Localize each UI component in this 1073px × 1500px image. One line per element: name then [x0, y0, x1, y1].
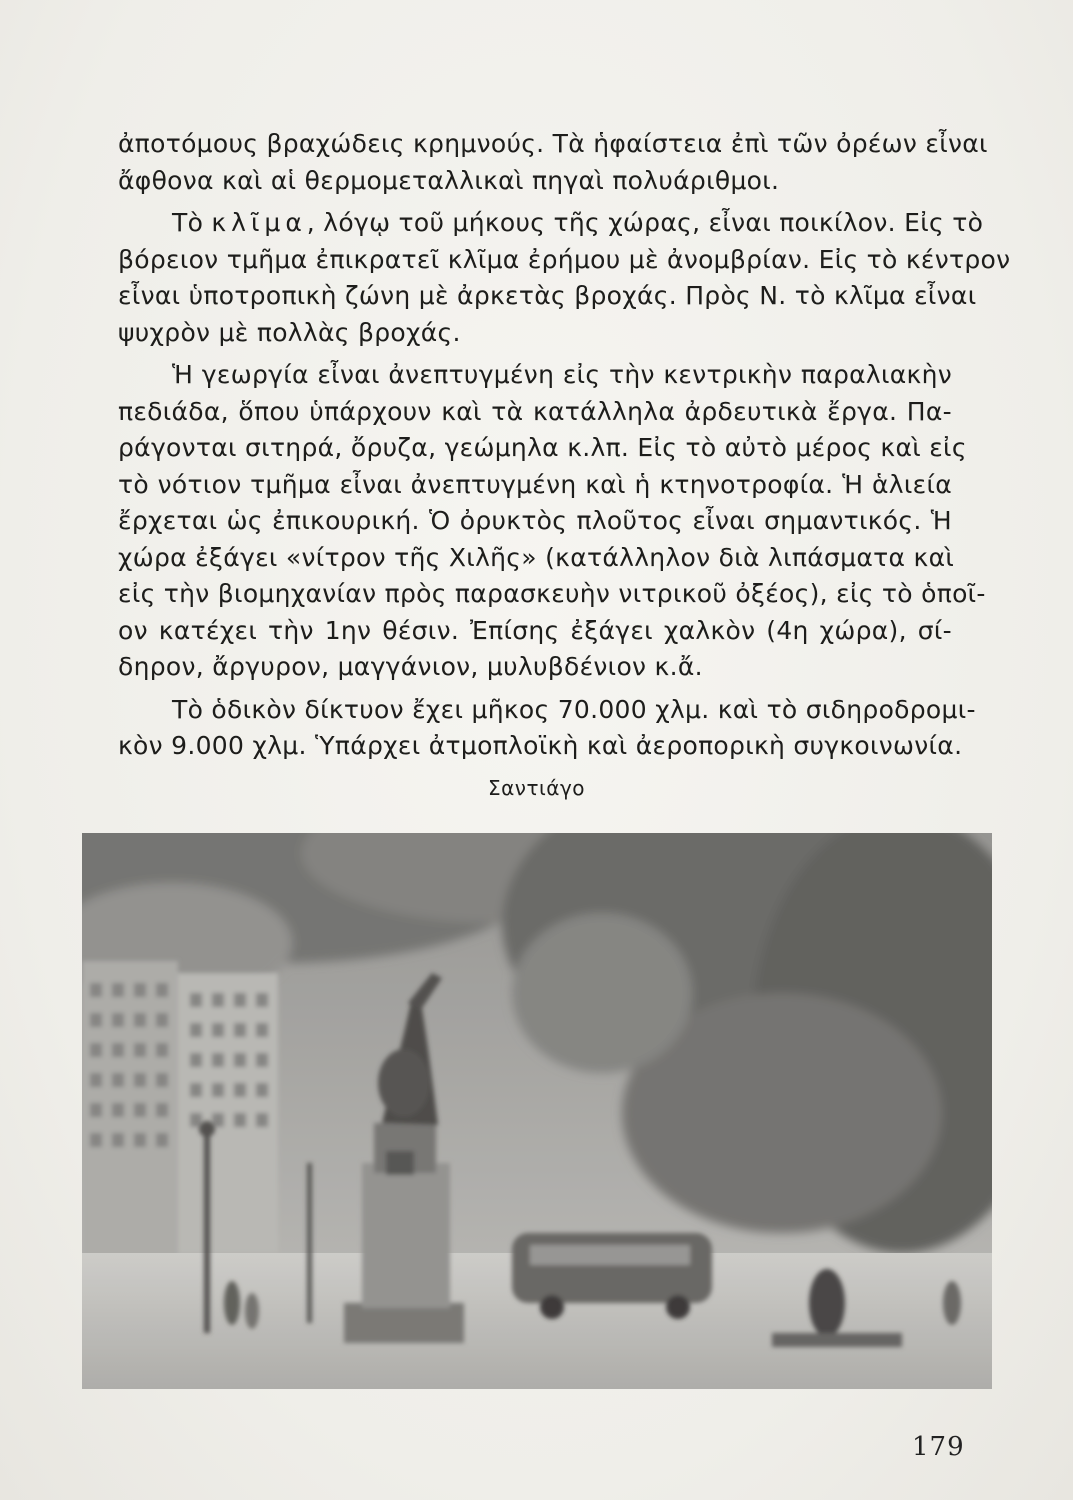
text-line: πεδιάδα, ὅπου ὑπάρχουν καὶ τὰ κατάλληλα ἀρδευτικὰ ἔργα. Πα- [118, 396, 952, 426]
spaced-word: κλῖμα [211, 208, 307, 237]
text-line: ἀποτόμους βραχώδεις κρημνούς. Τὰ ἡφαίστεια ἐπὶ τῶν ὀρέων εἶναι [118, 129, 988, 158]
text-line: ράγονται σιτηρά, ὄρυζα, γεώμηλα κ.λπ. Εἰς τὸ αὐτὸ μέρος καὶ εἰς [118, 433, 967, 462]
body-text [118, 126, 1011, 771]
show-through-text [115, 80, 955, 110]
text-line: δηρον, ἄργυρον, μαγγάνιον, μυλυβδένιον κ.ἄ. [118, 652, 703, 681]
text-line: Ἡ γεωργία εἶναι ἀνεπτυγμένη εἰς τὴν κεντρικὴν παραλιακὴν [172, 360, 952, 389]
paragraph-3 [118, 357, 986, 686]
text-line: τὸ νότιον τμῆμα εἶναι ἀνεπτυγμένη καὶ ἡ κτηνοτροφία. Ἡ ἁλιεία [118, 469, 952, 499]
text-line: ἔρχεται ὡς ἐπικουρική. Ὁ ὀρυκτὸς πλοῦτος εἶναι σημαντικός. Ἡ [118, 506, 952, 535]
text-line: Τὸ ὁδικὸν δίκτυον ἔχει μῆκος 70.000 χλμ. καὶ τὸ σιδηροδρομι- [172, 694, 976, 724]
text-line: εἰς τὴν βιομηχανίαν πρὸς παρασκευὴν νιτρικοῦ ὀξέος), εἰς τὸ ὁποῖ- [118, 579, 986, 608]
text-line: εἶναι ὑποτροπικὴ ζώνη μὲ ἀρκετὰς βροχάς. Πρὸς Ν. τὸ κλῖμα εἶναι [118, 281, 977, 310]
text-line: ψυχρὸν μὲ πολλὰς βροχάς. [118, 317, 461, 347]
text-line: χώρα ἐξάγει «νίτρον τῆς Χιλῆς» (κατάλληλον διὰ λιπάσματα καὶ [118, 542, 955, 572]
text-line-with-spaced-word: Τὸ κλῖμα, λόγῳ τοῦ μήκους τῆς χώρας, εἶναι ποικίλον. Εἰς τὸ [172, 208, 984, 237]
text-line: ον κατέχει τὴν 1ην θέσιν. Ἐπίσης ἐξάγει χαλκὸν (4η χώρα), σί- [118, 615, 952, 645]
paragraph-1 [118, 126, 988, 199]
text-line: βόρειον τμῆμα ἐπικρατεῖ κλῖμα ἐρήμου μὲ ἀνομβρίαν. Εἰς τὸ κέντρον [118, 244, 1011, 274]
paragraph-4 [118, 692, 976, 765]
santiago-photo [82, 833, 992, 1389]
photo-caption: Σαντιάγο [487, 776, 586, 800]
page-number: 179 [912, 1432, 965, 1462]
text-line: ἄφθονα καὶ αἱ θερμομεταλλικαὶ πηγαὶ πολυάριθμοι. [118, 165, 780, 195]
paragraph-2 [118, 205, 1011, 351]
photo-illustration [82, 833, 992, 1389]
text-line: κὸν 9.000 χλμ. Ὑπάρχει ἀτμοπλοϊκὴ καὶ ἀεροπορικὴ συγκοινωνία. [118, 731, 963, 760]
